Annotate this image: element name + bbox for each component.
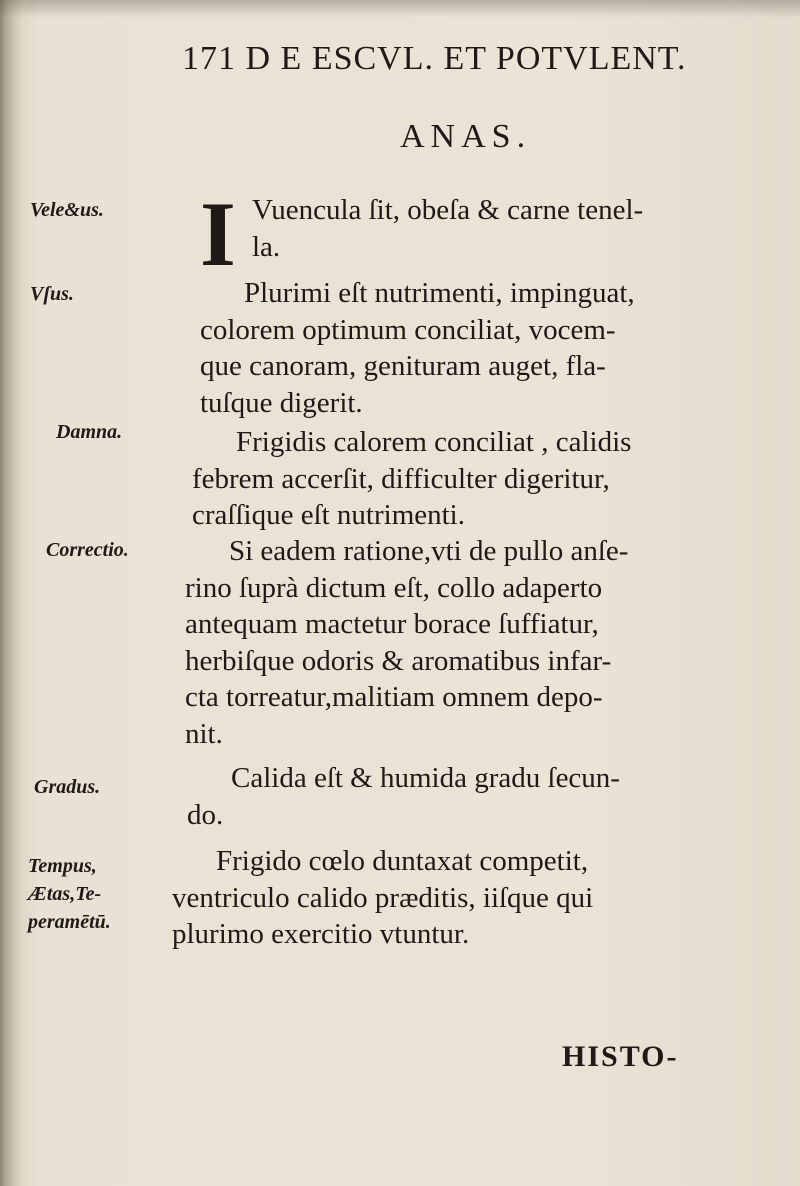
entry-gradus-text [187,760,757,833]
drop-capital: I [200,183,236,285]
text-line: Vuencula ſit, obeſa & carne tenel- [252,194,644,226]
page-top-shadow [0,0,800,18]
margin-label-gradus: Gradus. [34,776,101,798]
section-title: ANAS. [400,118,532,155]
text-line: craſſique eſt nutrimenti. [192,499,465,531]
text-line: do. [187,798,224,831]
entry-tempus-text [172,843,742,953]
text-line: tuſque digerit. [200,386,363,419]
running-head: 171 D E ESCVL. ET POTVLENT. [182,40,687,77]
margin-label-damna: Damna. [56,421,123,443]
entry-usus-text [200,275,770,421]
catchword: HISTO- [562,1040,679,1073]
text-line: Calida eſt & humida gradu ſecun- [231,762,620,794]
text-line: Si eadem ratione,vti de pullo anſe- [229,535,629,567]
text-line: Plurimi eſt nutrimenti, impinguat, [244,277,635,309]
margin-label-velectus: Vele&us. [30,199,104,221]
text-line: Frigido cœlo duntaxat competit, [216,845,589,877]
text-line: febrem accerſit, difficulter digeritur, [192,462,610,495]
binding-gutter [0,0,22,1186]
text-line: antequam mactetur borace ſuffiatur, [185,608,599,640]
margin-label-line: peramētū. [28,911,111,933]
text-line: que canoram, genituram auget, fla- [200,350,606,382]
text-line: la. [252,230,281,263]
text-line: plurimo exercitio vtuntur. [172,918,470,950]
text-line: herbiſque odoris & aromatibus infar- [185,644,612,677]
entry-correctio-text [185,533,755,752]
entry-damna-text [192,424,762,534]
margin-label-line: Ætas,Te- [28,883,102,905]
entry-velectus-text [252,192,762,265]
text-line: cta torreatur,malitiam omnem depo- [185,681,603,713]
margin-label-tempus-aetas-temperamentum [28,852,178,936]
text-line: rino ſuprà dictum eſt, collo adaperto [185,571,603,604]
text-line: colorem optimum conciliat, vocem- [200,313,616,346]
text-line: nit. [185,717,223,750]
text-line: Frigidis calorem conciliat , calidis [236,426,632,458]
margin-label-usus: Vſus. [30,283,74,305]
margin-label-line: Tempus, [28,855,97,877]
margin-label-correctio: Correctio. [46,539,129,561]
text-line: ventriculo calido præditis, iiſque qui [172,881,594,914]
